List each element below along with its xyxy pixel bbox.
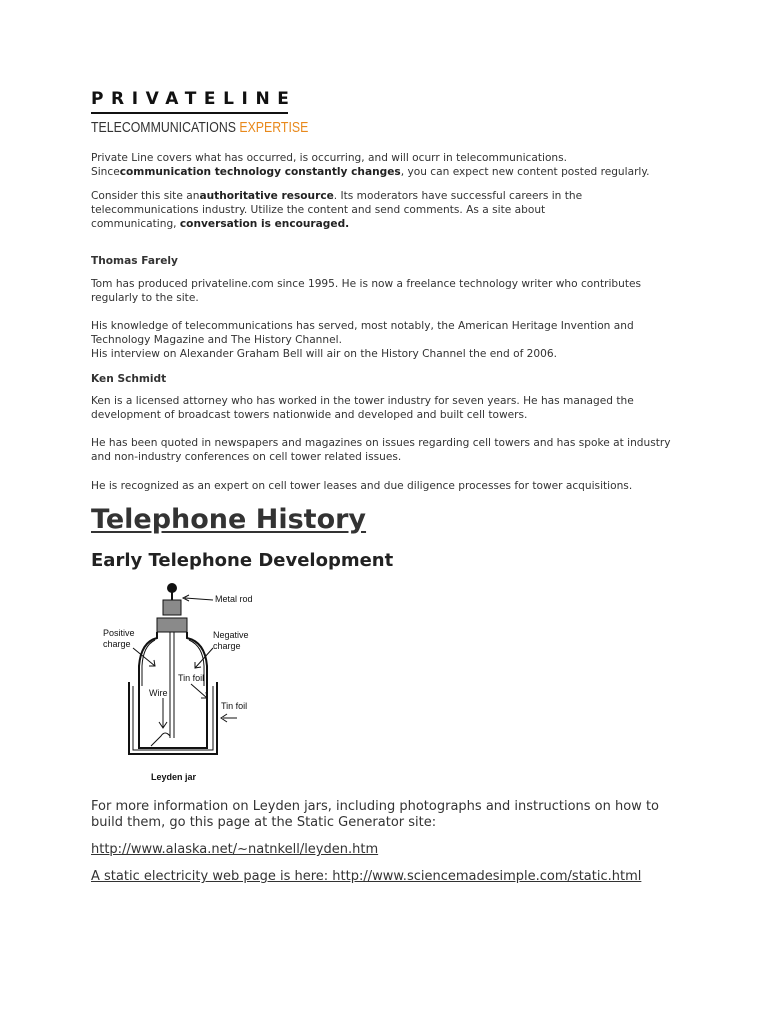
jar-knob (167, 583, 177, 593)
label-negative: Negative (213, 630, 249, 640)
leyden-jar-diagram (95, 578, 275, 786)
intro-line: telecommunications industry. Utilize the content and send comments. As a site about (91, 204, 546, 216)
jar-stopper (163, 600, 181, 615)
static-electricity-link[interactable]: A static electricity web page is here: http://www.sciencemadesimple.com/static.html (91, 869, 642, 884)
label-positive: charge (103, 639, 131, 649)
author-bio-line: Ken is a licensed attorney who has worked in the tower industry for seven years. He has managed the (91, 395, 634, 407)
intro-line: Private Line covers what has occurred, is occurring, and will ocurr in telecommunications. (91, 152, 568, 164)
label-tin-foil-inner: Tin foil (178, 673, 205, 683)
jar-outer-foil (129, 682, 217, 754)
logo-tagline-primary: TELECOMMUNICATIONS (91, 120, 240, 136)
author-bio-line: His interview on Alexander Graham Bell will air on the History Channel the end of 2006. (91, 348, 557, 360)
author-bio-line: He has been quoted in newspapers and magazines on issues regarding cell towers and has spoke at industry (91, 437, 671, 449)
author-bio-line: and non-industry conferences on cell tower related issues. (91, 451, 402, 463)
privateline-logo (91, 89, 309, 136)
arrow-tin-foil-inner (191, 684, 207, 698)
intro-line: communicating, conversation is encouraged. (91, 218, 350, 230)
author-bio-line: development of broadcast towers nationwide and developed and built cell towers. (91, 409, 528, 421)
author-bio-line: Tom has produced privateline.com since 1995. He is now a freelance technology writer who contributes (91, 278, 642, 290)
label-wire: Wire (149, 688, 168, 698)
figure-caption: Leyden jar (151, 772, 197, 782)
more-info-line: For more information on Leyden jars, including photographs and instructions on how to (91, 799, 660, 814)
intro-line: Sincecommunication technology constantly changes, you can expect new content posted regularly. (91, 166, 650, 178)
label-metal-rod: Metal rod (215, 594, 253, 604)
arrow-positive (133, 648, 155, 666)
author-bio-line: He is recognized as an expert on cell tower leases and due diligence processes for tower acquisitions. (91, 480, 633, 492)
author-name: Ken Schmidt (91, 373, 167, 385)
section-subtitle: Early Telephone Development (91, 550, 394, 571)
author-name: Thomas Farely (91, 255, 178, 267)
author-bio-line: regularly to the site. (91, 292, 199, 304)
jar-outer-foil-inner (133, 686, 213, 750)
intro-line: Consider this site anauthoritative resource. Its moderators have successful careers in the (91, 190, 583, 202)
logo-rule (91, 112, 288, 114)
jar-neck (157, 618, 187, 632)
logo-tagline (91, 120, 309, 136)
logo-tagline-accent: EXPERTISE (239, 120, 309, 136)
logo-wordmark: PRIVATELINE (91, 89, 297, 109)
label-negative: charge (213, 641, 241, 651)
jar-wire (151, 733, 170, 746)
arrow-metal-rod (185, 598, 213, 600)
leyden-link[interactable]: http://www.alaska.net/~natnkell/leyden.htm (91, 842, 379, 857)
section-title: Telephone History (91, 504, 367, 535)
label-positive: Positive (103, 628, 135, 638)
author-bio-line: Technology Magazine and The History Channel. (91, 334, 342, 346)
more-info-line: build them, go this page at the Static Generator site: (91, 815, 437, 830)
label-tin-foil-outer: Tin foil (221, 701, 248, 711)
author-bio-line: His knowledge of telecommunications has served, most notably, the American Heritage Invention and (91, 320, 634, 332)
